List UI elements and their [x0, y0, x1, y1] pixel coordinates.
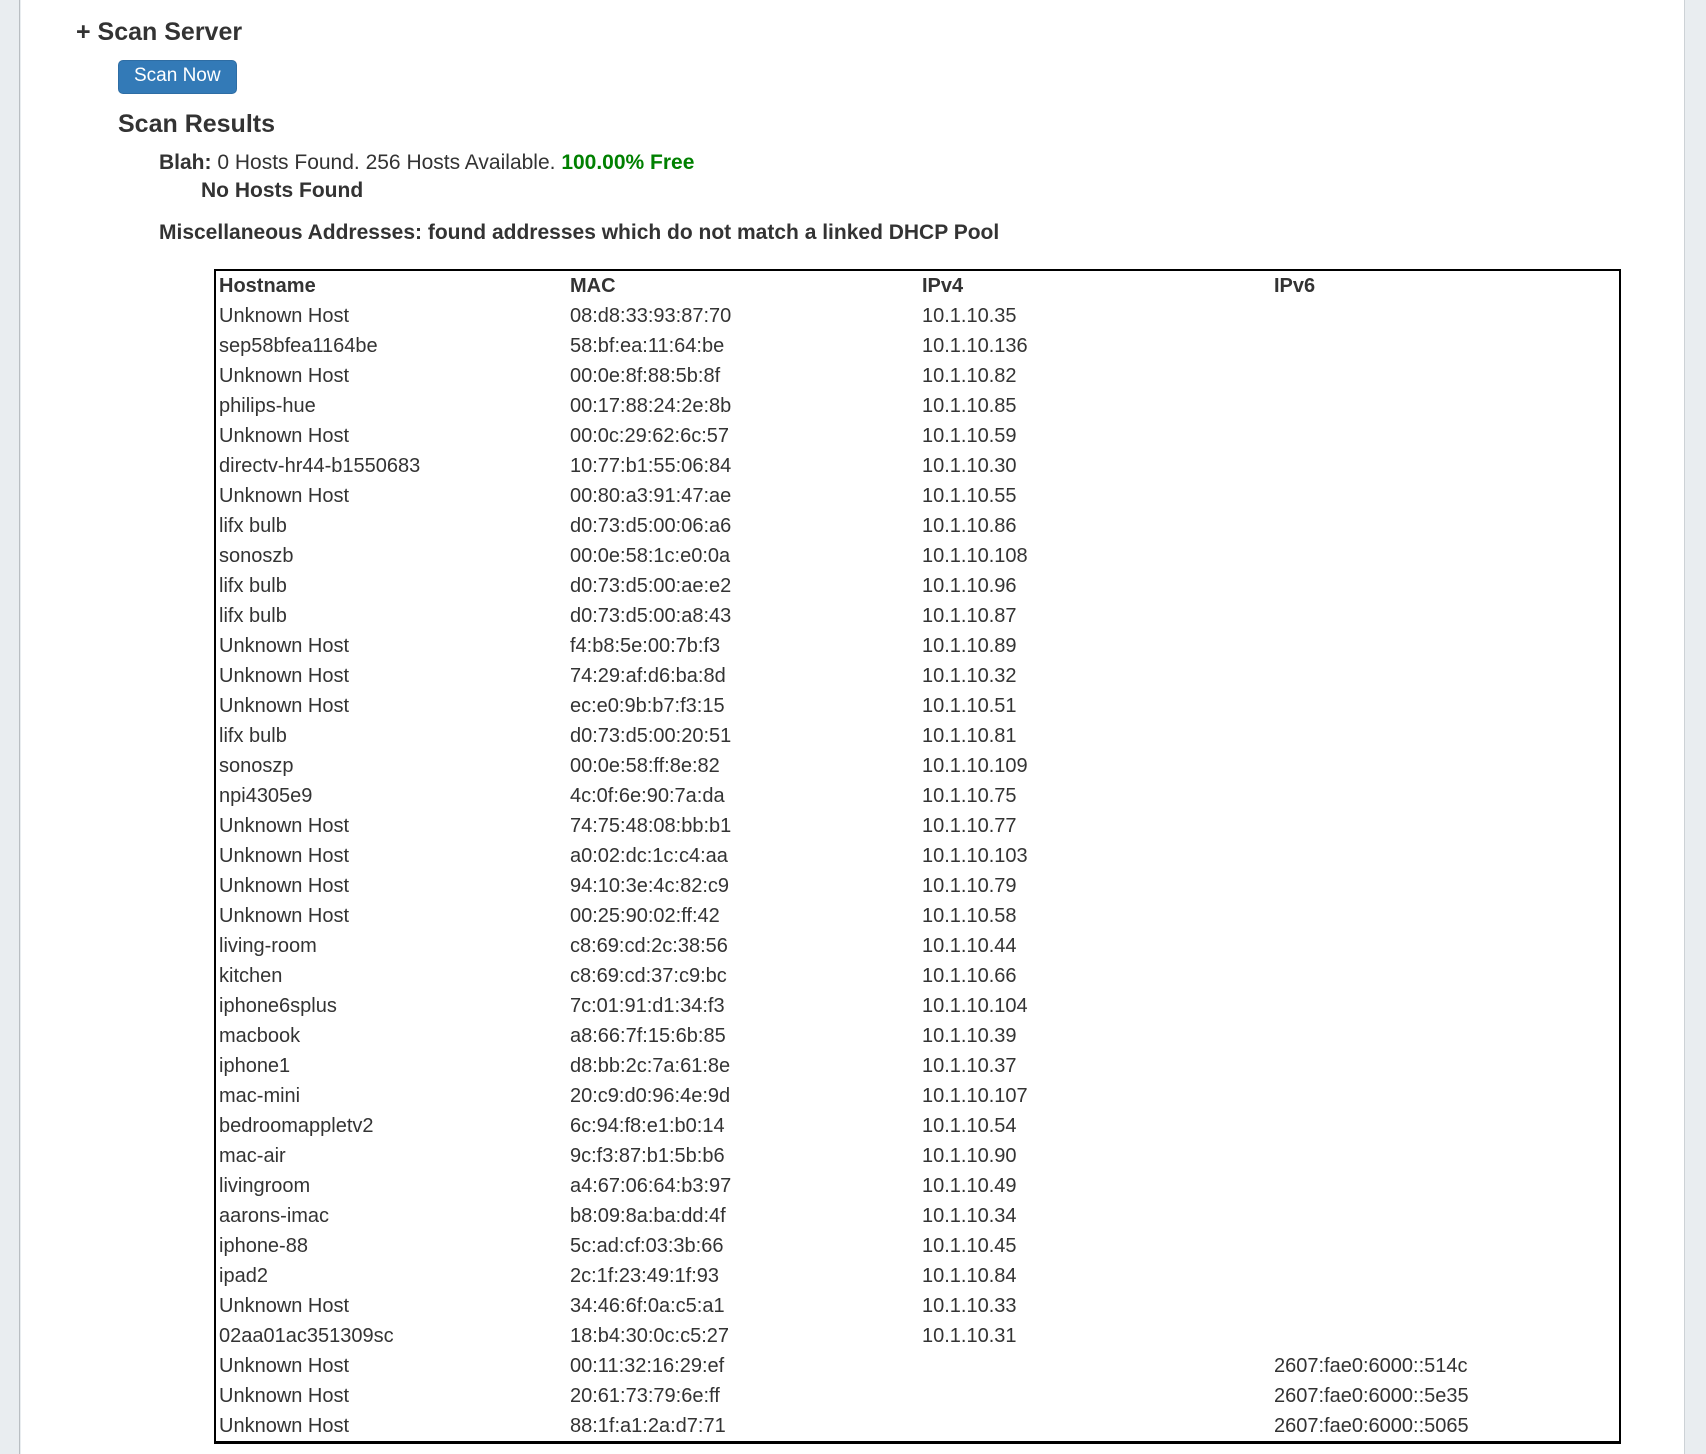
table-row: [215, 1231, 1620, 1261]
table-row: [215, 1321, 1620, 1351]
ipv6-cell: [1271, 811, 1620, 841]
mac-cell: 34:46:6f:0a:c5:a1: [570, 1295, 725, 1317]
ipv6-cell: [1271, 961, 1620, 991]
hostname-cell: bedroomappletv2: [219, 1115, 374, 1137]
ipv6-cell: [1271, 361, 1620, 391]
hostname-cell: Unknown Host: [219, 905, 350, 927]
ipv4-cell: 10.1.10.39: [922, 1025, 1017, 1047]
hostname-cell: sep58bfea1164be: [219, 335, 378, 357]
mac-cell: d0:73:d5:00:ae:e2: [570, 575, 732, 597]
right-gutter[interactable]: [1684, 0, 1706, 1454]
hostname-cell: lifx bulb: [219, 575, 287, 597]
table-row: [215, 601, 1620, 631]
ipv4-cell: [919, 1381, 1271, 1411]
table-header-row: [215, 270, 1620, 301]
ipv4-cell: 10.1.10.45: [922, 1235, 1017, 1257]
header-mac: MAC: [570, 275, 616, 297]
hostname-cell: sonoszb: [219, 545, 294, 567]
hostname-cell: aarons-imac: [219, 1205, 330, 1227]
ipv6-cell: [1271, 1171, 1620, 1201]
hostname-cell: Unknown Host: [219, 425, 350, 447]
ipv6-cell: [1271, 781, 1620, 811]
ipv6-cell: [1271, 901, 1620, 931]
ipv4-cell: 10.1.10.30: [922, 455, 1017, 477]
hostname-cell: iphone6splus: [219, 995, 337, 1017]
table-row: [215, 1381, 1620, 1411]
table-row: [215, 1171, 1620, 1201]
mac-cell: 88:1f:a1:2a:d7:71: [570, 1415, 726, 1437]
ipv4-cell: 10.1.10.87: [922, 605, 1017, 627]
ipv6-cell: [1271, 1261, 1620, 1291]
table-row: [215, 1351, 1620, 1381]
ipv6-cell: [1271, 601, 1620, 631]
table-row: [215, 301, 1620, 331]
table-row: [215, 511, 1620, 541]
ipv4-cell: 10.1.10.136: [922, 335, 1028, 357]
ipv6-cell: [1271, 991, 1620, 1021]
ipv4-cell: 10.1.10.82: [922, 365, 1017, 387]
hostname-cell: ipad2: [219, 1265, 268, 1287]
table-row: [215, 481, 1620, 511]
ipv6-cell: [1271, 1231, 1620, 1261]
table-row: [215, 421, 1620, 451]
ipv4-cell: 10.1.10.103: [922, 845, 1028, 867]
ipv6-cell: [1271, 871, 1620, 901]
mac-cell: 74:75:48:08:bb:b1: [570, 815, 732, 837]
ipv4-cell: 10.1.10.86: [922, 515, 1017, 537]
mac-cell: 00:80:a3:91:47:ae: [570, 485, 732, 507]
scan-results-table: [214, 269, 1621, 1444]
mac-cell: 20:c9:d0:96:4e:9d: [570, 1085, 731, 1107]
mac-cell: 00:25:90:02:ff:42: [570, 905, 720, 927]
ipv4-cell: 10.1.10.85: [922, 395, 1017, 417]
hostname-cell: Unknown Host: [219, 365, 350, 387]
ipv6-cell: [1271, 1321, 1620, 1351]
hostname-cell: macbook: [219, 1025, 301, 1047]
ipv6-cell: [1271, 481, 1620, 511]
mac-cell: f4:b8:5e:00:7b:f3: [570, 635, 721, 657]
table-row: [215, 991, 1620, 1021]
table-row: [215, 1111, 1620, 1141]
table-row: [215, 871, 1620, 901]
mac-cell: 4c:0f:6e:90:7a:da: [570, 785, 725, 807]
ipv6-cell: [1271, 571, 1620, 601]
mac-cell: d8:bb:2c:7a:61:8e: [570, 1055, 731, 1077]
ipv4-cell: 10.1.10.104: [922, 995, 1028, 1017]
ipv4-cell: 10.1.10.32: [922, 665, 1017, 687]
mac-cell: a0:02:dc:1c:c4:aa: [570, 845, 728, 867]
hostname-cell: Unknown Host: [219, 1295, 350, 1317]
hostname-cell: livingroom: [219, 1175, 311, 1197]
mac-cell: 08:d8:33:93:87:70: [570, 305, 732, 327]
hostname-cell: mac-air: [219, 1145, 286, 1167]
hostname-cell: Unknown Host: [219, 845, 350, 867]
hostname-cell: Unknown Host: [219, 1415, 350, 1437]
ipv6-cell: [1271, 391, 1620, 421]
ipv6-cell: 2607:fae0:6000::5e35: [1274, 1385, 1469, 1407]
mac-cell: 00:0e:8f:88:5b:8f: [570, 365, 721, 387]
ipv6-cell: [1271, 751, 1620, 781]
ipv6-cell: 2607:fae0:6000::5065: [1274, 1415, 1469, 1437]
ipv4-cell: 10.1.10.77: [922, 815, 1017, 837]
mac-cell: d0:73:d5:00:20:51: [570, 725, 732, 747]
table-row: [215, 1141, 1620, 1171]
table-row: [215, 631, 1620, 661]
ipv6-cell: [1271, 691, 1620, 721]
hostname-cell: iphone1: [219, 1055, 291, 1077]
ipv4-cell: 10.1.10.54: [922, 1115, 1017, 1137]
scan-server-heading: + Scan Server: [76, 18, 243, 46]
mac-cell: 00:17:88:24:2e:8b: [570, 395, 732, 417]
ipv4-cell: 10.1.10.55: [922, 485, 1017, 507]
ipv6-cell: [1271, 1081, 1620, 1111]
hostname-cell: Unknown Host: [219, 1355, 350, 1377]
ipv6-cell: 2607:fae0:6000::514c: [1274, 1355, 1468, 1377]
ipv4-cell: 10.1.10.59: [922, 425, 1017, 447]
table-row: [215, 1411, 1620, 1443]
header-ipv4: IPv4: [922, 275, 964, 297]
mac-cell: a4:67:06:64:b3:97: [570, 1175, 732, 1197]
ipv6-cell: [1271, 421, 1620, 451]
scan-server-page: [21, 0, 1684, 1454]
ipv4-cell: 10.1.10.75: [922, 785, 1017, 807]
ipv6-cell: [1271, 301, 1620, 331]
hostname-cell: Unknown Host: [219, 665, 350, 687]
mac-cell: a8:66:7f:15:6b:85: [570, 1025, 726, 1047]
table-row: [215, 931, 1620, 961]
table-row: [215, 691, 1620, 721]
summary-pool-label: Blah:: [159, 151, 212, 174]
hostname-cell: 02aa01ac351309sc: [219, 1325, 394, 1347]
ipv6-cell: [1271, 841, 1620, 871]
hostname-cell: Unknown Host: [219, 695, 350, 717]
no-hosts-found-label: No Hosts Found: [201, 179, 364, 202]
hostname-cell: living-room: [219, 935, 317, 957]
ipv4-cell: 10.1.10.33: [922, 1295, 1017, 1317]
ipv6-cell: [1271, 331, 1620, 361]
mac-cell: 20:61:73:79:6e:ff: [570, 1385, 720, 1407]
table-row: [215, 901, 1620, 931]
ipv6-cell: [1271, 1021, 1620, 1051]
table-row: [215, 331, 1620, 361]
hostname-cell: Unknown Host: [219, 815, 350, 837]
ipv4-cell: 10.1.10.84: [922, 1265, 1017, 1287]
misc-addresses-heading: Miscellaneous Addresses: found addresses which do not match a linked DHCP Pool: [159, 221, 1000, 244]
mac-cell: ec:e0:9b:b7:f3:15: [570, 695, 725, 717]
ipv4-cell: 10.1.10.58: [922, 905, 1017, 927]
table-row: [215, 451, 1620, 481]
mac-cell: 00:0e:58:1c:e0:0a: [570, 545, 731, 567]
hostname-cell: lifx bulb: [219, 725, 287, 747]
mac-cell: 6c:94:f8:e1:b0:14: [570, 1115, 725, 1137]
ipv6-cell: [1271, 721, 1620, 751]
ipv6-cell: [1271, 1051, 1620, 1081]
mac-cell: d0:73:d5:00:a8:43: [570, 605, 732, 627]
mac-cell: 5c:ad:cf:03:3b:66: [570, 1235, 724, 1257]
ipv4-cell: 10.1.10.89: [922, 635, 1017, 657]
mac-cell: 2c:1f:23:49:1f:93: [570, 1265, 720, 1287]
ipv6-cell: [1271, 631, 1620, 661]
mac-cell: 00:11:32:16:29:ef: [570, 1355, 725, 1377]
mac-cell: 9c:f3:87:b1:5b:b6: [570, 1145, 725, 1167]
header-ipv6: IPv6: [1274, 275, 1316, 297]
scan-now-button[interactable]: Scan Now: [118, 60, 237, 94]
table-row: [215, 391, 1620, 421]
table-row: [215, 571, 1620, 601]
summary-hosts-text: 0 Hosts Found. 256 Hosts Available.: [211, 151, 562, 174]
hostname-cell: Unknown Host: [219, 875, 350, 897]
ipv6-cell: [1271, 661, 1620, 691]
table-row: [215, 1081, 1620, 1111]
ipv4-cell: 10.1.10.107: [922, 1085, 1028, 1107]
hostname-cell: Unknown Host: [219, 1385, 350, 1407]
table-row: [215, 811, 1620, 841]
ipv6-cell: [1271, 1111, 1620, 1141]
table-row: [215, 841, 1620, 871]
hostname-cell: lifx bulb: [219, 515, 287, 537]
hostname-cell: mac-mini: [219, 1085, 301, 1107]
ipv6-cell: [1271, 1141, 1620, 1171]
ipv6-cell: [1271, 931, 1620, 961]
left-gutter: [0, 0, 20, 1454]
table-row: [215, 1261, 1620, 1291]
mac-cell: 18:b4:30:0c:c5:27: [570, 1325, 730, 1347]
scan-summary-line: [159, 149, 1684, 177]
summary-free-percent: 100.00% Free: [561, 151, 695, 174]
mac-cell: 00:0c:29:62:6c:57: [570, 425, 730, 447]
table-row: [215, 661, 1620, 691]
ipv4-cell: 10.1.10.90: [922, 1145, 1017, 1167]
hostname-cell: directv-hr44-b1550683: [219, 455, 421, 477]
ipv4-cell: 10.1.10.108: [922, 545, 1028, 567]
ipv4-cell: [919, 1351, 1271, 1381]
hostname-cell: lifx bulb: [219, 605, 287, 627]
header-hostname: Hostname: [219, 275, 316, 297]
ipv4-cell: 10.1.10.44: [922, 935, 1017, 957]
table-row: [215, 541, 1620, 571]
ipv4-cell: 10.1.10.79: [922, 875, 1017, 897]
ipv6-cell: [1271, 511, 1620, 541]
table-row: [215, 1051, 1620, 1081]
scan-results-heading: Scan Results: [118, 110, 276, 138]
table-row: [215, 1291, 1620, 1321]
table-row: [215, 751, 1620, 781]
table-row: [215, 361, 1620, 391]
hostname-cell: npi4305e9: [219, 785, 313, 807]
hostname-cell: iphone-88: [219, 1235, 308, 1257]
ipv6-cell: [1271, 541, 1620, 571]
hostname-cell: Unknown Host: [219, 485, 350, 507]
ipv4-cell: [919, 1411, 1271, 1443]
mac-cell: b8:09:8a:ba:dd:4f: [570, 1205, 726, 1227]
ipv4-cell: 10.1.10.37: [922, 1055, 1017, 1077]
ipv4-cell: 10.1.10.49: [922, 1175, 1017, 1197]
ipv6-cell: [1271, 1201, 1620, 1231]
ipv4-cell: 10.1.10.109: [922, 755, 1028, 777]
ipv4-cell: 10.1.10.35: [922, 305, 1017, 327]
table-row: [215, 961, 1620, 991]
mac-cell: 10:77:b1:55:06:84: [570, 455, 732, 477]
mac-cell: d0:73:d5:00:06:a6: [570, 515, 732, 537]
ipv4-cell: 10.1.10.31: [922, 1325, 1017, 1347]
mac-cell: 58:bf:ea:11:64:be: [570, 335, 725, 357]
hostname-cell: sonoszp: [219, 755, 294, 777]
mac-cell: c8:69:cd:37:c9:bc: [570, 965, 727, 987]
mac-cell: 7c:01:91:d1:34:f3: [570, 995, 725, 1017]
ipv4-cell: 10.1.10.96: [922, 575, 1017, 597]
table-row: [215, 721, 1620, 751]
ipv4-cell: 10.1.10.51: [922, 695, 1017, 717]
mac-cell: 94:10:3e:4c:82:c9: [570, 875, 730, 897]
mac-cell: 00:0e:58:ff:8e:82: [570, 755, 720, 777]
mac-cell: c8:69:cd:2c:38:56: [570, 935, 728, 957]
ipv4-cell: 10.1.10.81: [922, 725, 1017, 747]
table-row: [215, 781, 1620, 811]
hostname-cell: Unknown Host: [219, 635, 350, 657]
hostname-cell: philips-hue: [219, 395, 316, 417]
ipv4-cell: 10.1.10.66: [922, 965, 1017, 987]
ipv6-cell: [1271, 451, 1620, 481]
table-row: [215, 1201, 1620, 1231]
mac-cell: 74:29:af:d6:ba:8d: [570, 665, 726, 687]
ipv6-cell: [1271, 1291, 1620, 1321]
table-body: [215, 301, 1620, 1443]
ipv4-cell: 10.1.10.34: [922, 1205, 1017, 1227]
hostname-cell: kitchen: [219, 965, 283, 987]
table-row: [215, 1021, 1620, 1051]
hostname-cell: Unknown Host: [219, 305, 350, 327]
